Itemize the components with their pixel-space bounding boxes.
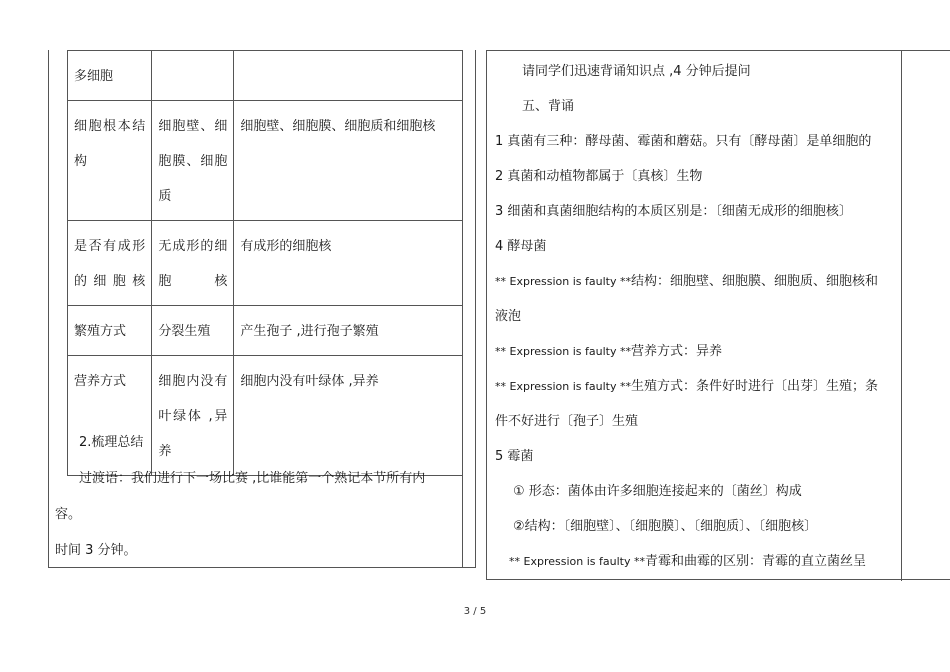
transition-text: 过渡语：我们进行下一场比赛 ,比谁能第一个熟记本节所有内 xyxy=(79,471,426,486)
table-row xyxy=(68,356,463,476)
recite-item-3: 3 细菌和真菌细胞结构的本质区别是：〔细菌无成形的细胞核〕 xyxy=(495,204,852,219)
yeast-nutrition-line xyxy=(495,343,722,361)
table-cell xyxy=(152,51,234,101)
table-cell: 是否有成形的细胞核 xyxy=(68,221,152,306)
yeast-reproduction-line xyxy=(495,378,878,396)
error-placeholder: ** Expression is faulty ** xyxy=(495,380,631,393)
comparison-table xyxy=(67,50,463,476)
yeast-structure-text: 结构：细胞壁、细胞膜、细胞质、细胞核和 xyxy=(630,274,878,289)
table-cell: 繁殖方式 xyxy=(68,306,152,356)
summary-heading: 2.梳理总结 xyxy=(79,435,144,450)
mold-difference-line xyxy=(509,553,866,571)
table-row xyxy=(68,221,463,306)
mold-form-text: ① 形态：菌体由许多细胞连接起来的〔菌丝〕构成 xyxy=(513,484,802,499)
table-row xyxy=(68,51,463,101)
table-cell: 产生孢子 ,进行孢子繁殖 xyxy=(234,306,463,356)
yeast-structure-line xyxy=(495,273,878,291)
transition-text-continued: 容。 xyxy=(55,507,82,522)
table-cell: 分裂生殖 xyxy=(152,306,234,356)
time-note: 时间 3 分钟。 xyxy=(55,543,137,558)
recite-item-5: 5 霉菌 xyxy=(495,449,534,464)
table-cell: 营养方式 xyxy=(68,356,152,476)
intro-text: 请同学们迅速背诵知识点 ,4 分钟后提问 xyxy=(522,64,751,79)
table-row xyxy=(68,306,463,356)
error-placeholder: ** Expression is faulty ** xyxy=(495,345,631,358)
left-panel xyxy=(48,50,476,568)
table-cell: 细胞内没有叶绿体 ,异养 xyxy=(234,356,463,476)
page-number: 3 / 5 xyxy=(463,606,487,617)
yeast-reproduction-continued: 件不好进行〔孢子〕生殖 xyxy=(495,414,639,429)
yeast-structure-continued: 液泡 xyxy=(495,309,522,324)
right-panel xyxy=(486,50,950,580)
table-cell: 有成形的细胞核 xyxy=(234,221,463,306)
error-placeholder: ** Expression is faulty ** xyxy=(509,555,645,568)
yeast-nutrition-text: 营养方式：异养 xyxy=(630,344,722,359)
table-cell: 细胞壁、细胞膜、细胞质和细胞核 xyxy=(234,101,463,221)
recite-heading: 五、背诵 xyxy=(522,99,575,114)
recite-item-4: 4 酵母菌 xyxy=(495,239,547,254)
table-cell: 细胞根本结构 xyxy=(68,101,152,221)
table-cell xyxy=(234,51,463,101)
table-cell: 多细胞 xyxy=(68,51,152,101)
right-inner-border xyxy=(901,51,902,581)
mold-difference-text: 青霉和曲霉的区别：青霉的直立菌丝呈 xyxy=(644,554,866,569)
table-cell: 细胞内没有叶绿体 ,异养 xyxy=(152,356,234,476)
yeast-reproduction-text: 生殖方式：条件好时进行〔出芽〕生殖；条 xyxy=(630,379,878,394)
error-placeholder: ** Expression is faulty ** xyxy=(495,275,631,288)
recite-item-2: 2 真菌和动植物都属于〔真核〕生物 xyxy=(495,169,703,184)
table-row xyxy=(68,101,463,221)
table-cell: 细胞壁、细胞膜、细胞质 xyxy=(152,101,234,221)
recite-item-1: 1 真菌有三种：酵母菌、霉菌和蘑菇。只有〔酵母菌〕是单细胞的 xyxy=(495,134,872,149)
table-cell: 无成形的细胞核 xyxy=(152,221,234,306)
mold-structure-text: ②结构：〔细胞壁〕、〔细胞膜〕、〔细胞质〕、〔细胞核〕 xyxy=(513,519,818,534)
